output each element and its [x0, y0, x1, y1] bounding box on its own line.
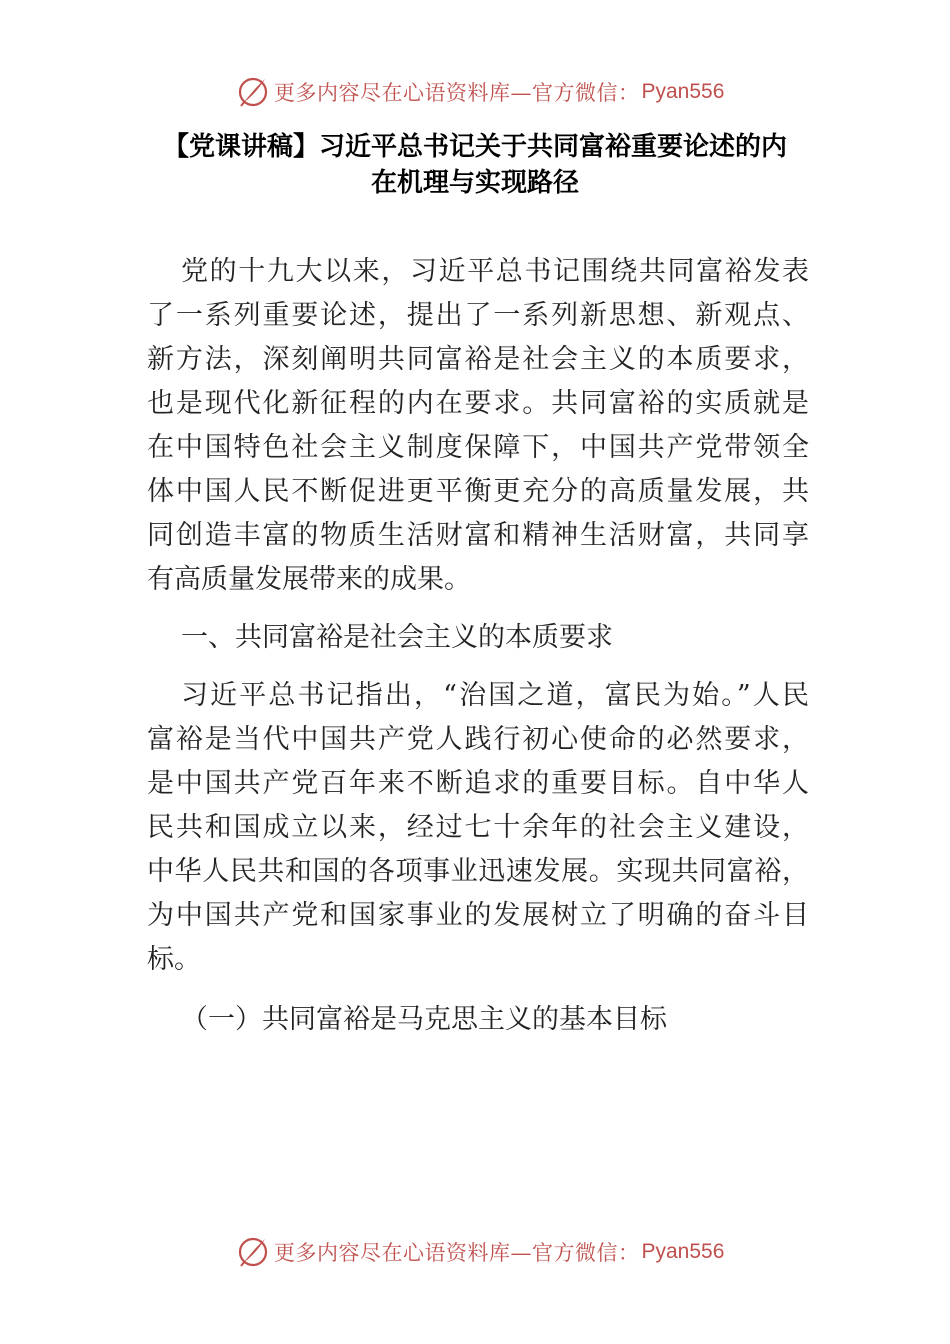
- paragraph-line: 标。: [147, 944, 201, 975]
- paragraph-line: 习近平总书记指出，“治国之道，富民为始。”人民: [181, 680, 809, 711]
- paragraph-line: 为中国共产党和国家事业的发展树立了明确的奋斗目: [147, 900, 809, 931]
- banner-wechat-id: Pyan556: [641, 80, 725, 103]
- paragraph-line: 有高质量发展带来的成果。: [147, 564, 471, 595]
- paragraph-line: 中华人民共和国的各项事业迅速发展。实现共同富裕，: [147, 856, 809, 887]
- banner-text: 更多内容尽在心语资料库—官方微信：: [274, 1241, 640, 1265]
- paragraph-line: 是中国共产党百年来不断追求的重要目标。自中华人: [147, 768, 809, 799]
- banner-wechat-id: Pyan556: [641, 1240, 725, 1263]
- paragraph-line: 同创造丰富的物质生活财富和精神生活财富，共同享: [147, 520, 809, 551]
- header-banner: [0, 72, 950, 112]
- paragraph-line: 了一系列重要论述，提出了一系列新思想、新观点、: [147, 300, 809, 331]
- section-heading-2: （一）共同富裕是马克思主义的基本目标: [181, 1004, 667, 1035]
- quill-logo-icon: [236, 75, 270, 109]
- document-title-line-1: 【党课讲稿】习近平总书记关于共同富裕重要论述的内: [162, 132, 787, 162]
- paragraph-line: 也是现代化新征程的内在要求。共同富裕的实质就是: [147, 388, 809, 419]
- document-title-line-2: 在机理与实现路径: [370, 168, 579, 198]
- paragraph-line: 在中国特色社会主义制度保障下，中国共产党带领全: [147, 432, 809, 463]
- paragraph-line: 党的十九大以来，习近平总书记围绕共同富裕发表: [181, 256, 809, 287]
- banner-text: 更多内容尽在心语资料库—官方微信：: [274, 81, 640, 105]
- footer-banner: [0, 1232, 950, 1272]
- section-heading-1: 一、共同富裕是社会主义的本质要求: [181, 622, 613, 653]
- paragraph-line: 富裕是当代中国共产党人践行初心使命的必然要求，: [147, 724, 809, 755]
- quill-logo-icon: [236, 1235, 270, 1269]
- paragraph-line: 体中国人民不断促进更平衡更充分的高质量发展，共: [147, 476, 809, 507]
- paragraph-line: 新方法，深刻阐明共同富裕是社会主义的本质要求，: [147, 344, 809, 375]
- paragraph-line: 民共和国成立以来，经过七十余年的社会主义建设，: [147, 812, 809, 843]
